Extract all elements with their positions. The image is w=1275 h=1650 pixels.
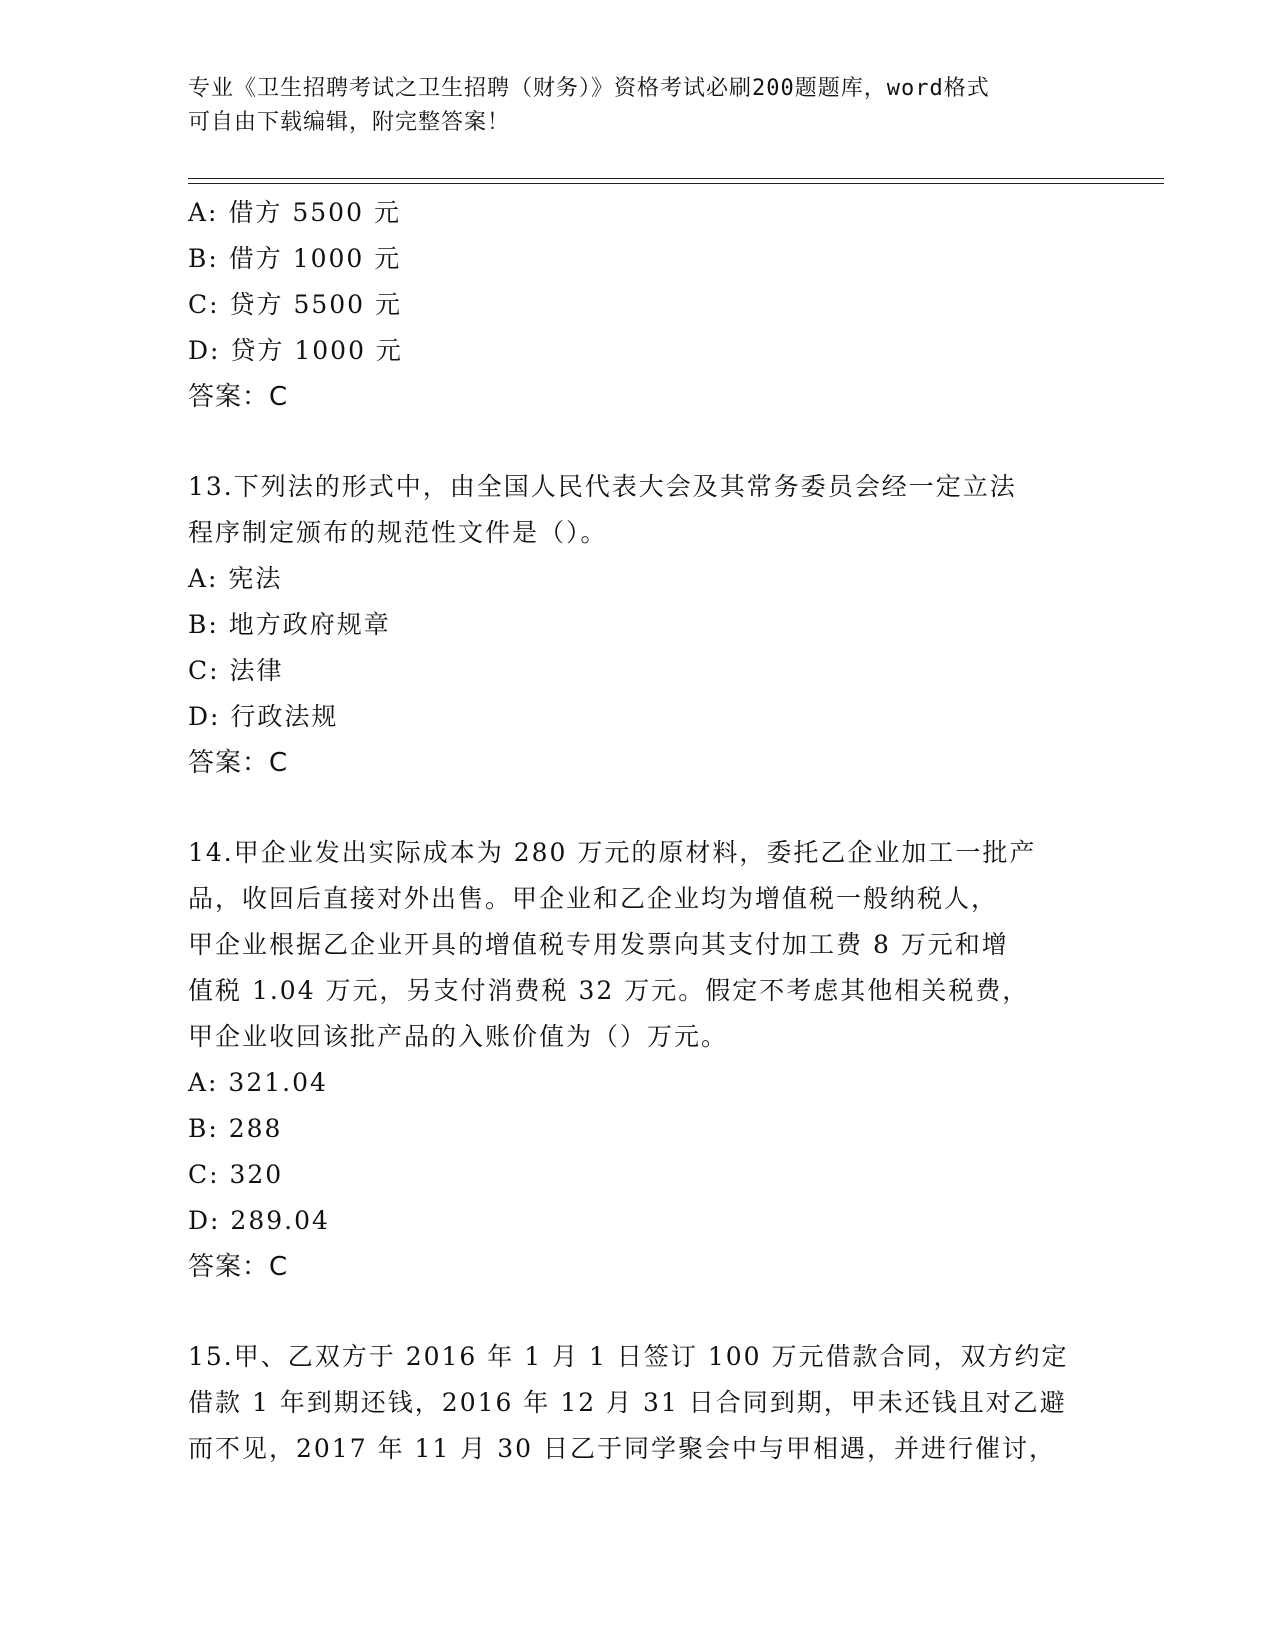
question-stem-line: 值税 1.04 万元，另支付消费税 32 万元。假定不考虑其他相关税费， — [188, 976, 1030, 1005]
option-a: A: 宪法 — [188, 564, 283, 593]
option-d: D: 行政法规 — [188, 702, 339, 731]
header-line-1: 专业《卫生招聘考试之卫生招聘（财务）》资格考试必刷200题题库，word格式 — [188, 76, 990, 101]
option-b: B: 地方政府规章 — [188, 610, 391, 639]
header-line-2: 可自由下载编辑，附完整答案！ — [188, 110, 511, 135]
option-c: C: 320 — [188, 1160, 284, 1189]
answer: 答案：C — [188, 748, 289, 778]
option-c: C: 法律 — [188, 656, 284, 685]
option-a: A: 321.04 — [188, 1068, 328, 1097]
question-13 — [188, 464, 1088, 786]
question-12 — [188, 190, 1088, 420]
option-d: D: 贷方 1000 元 — [188, 336, 403, 365]
question-stem-line: 而不见，2017 年 11 月 30 日乙于同学聚会中与甲相遇，并进行催讨， — [188, 1434, 1056, 1463]
question-14 — [188, 830, 1088, 1290]
question-stem-line: 甲企业根据乙企业开具的增值税专用发票向其支付加工费 8 万元和增 — [188, 930, 1009, 959]
question-stem-line: 14.甲企业发出实际成本为 280 万元的原材料，委托乙企业加工一批产 — [188, 838, 1037, 867]
question-stem-line: 程序制定颁布的规范性文件是（）。 — [188, 518, 608, 547]
page-header — [188, 72, 1088, 140]
option-d: D: 289.04 — [188, 1206, 330, 1235]
question-stem-line: 13.下列法的形式中，由全国人民代表大会及其常务委员会经一定立法 — [188, 472, 1017, 501]
question-stem-line: 15.甲、乙双方于 2016 年 1 月 1 日签订 100 万元借款合同，双方约定 — [188, 1342, 1069, 1371]
header-divider — [188, 178, 1164, 184]
question-stem-line: 品，收回后直接对外出售。甲企业和乙企业均为增值税一般纳税人， — [188, 884, 999, 913]
answer: 答案：C — [188, 382, 289, 412]
option-a: A: 借方 5500 元 — [188, 198, 401, 227]
question-15 — [188, 1334, 1088, 1472]
question-stem-line: 甲企业收回该批产品的入账价值为（）万元。 — [188, 1022, 729, 1051]
option-b: B: 借方 1000 元 — [188, 244, 402, 273]
option-b: B: 288 — [188, 1114, 283, 1143]
option-c: C: 贷方 5500 元 — [188, 290, 403, 319]
question-stem-line: 借款 1 年到期还钱，2016 年 12 月 31 日合同到期，甲未还钱且对乙避 — [188, 1388, 1067, 1417]
answer: 答案：C — [188, 1252, 289, 1282]
document-body — [188, 190, 1088, 1472]
